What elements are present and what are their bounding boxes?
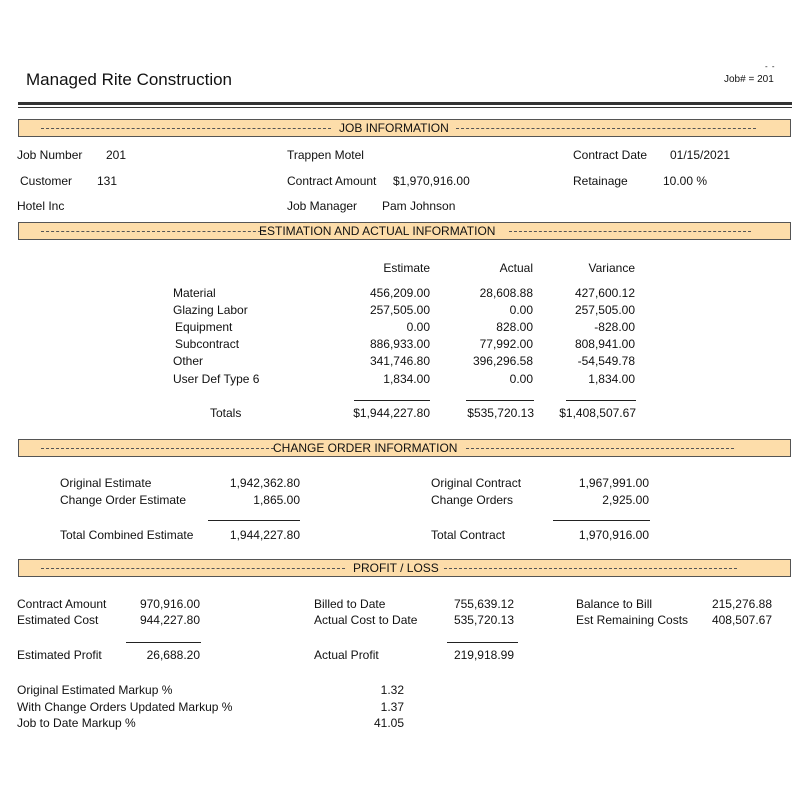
- total-combined-label: Total Combined Estimate: [60, 528, 194, 542]
- job-number-header: Job# = 201: [724, 74, 774, 85]
- pl-billed-label: Billed to Date: [314, 597, 386, 611]
- contract-date-value: 01/15/2021: [670, 148, 731, 162]
- total-actual: $535,720.13: [467, 406, 534, 420]
- row-estimate: 341,746.80: [369, 354, 430, 368]
- section-band-profit-loss: [18, 559, 791, 577]
- contract-date-label: Contract Date: [573, 148, 648, 162]
- retainage-label: Retainage: [573, 174, 628, 188]
- original-estimate-value: 1,942,362.80: [229, 476, 300, 490]
- change-orders-underline: [553, 520, 650, 521]
- pl-actual-profit-value: 219,918.99: [453, 648, 514, 662]
- pl-contract-amount-label: Contract Amount: [17, 597, 107, 611]
- band-dash-left: [41, 231, 266, 232]
- total-contract-label: Total Contract: [431, 528, 506, 542]
- row-label: Material: [173, 286, 216, 300]
- row-estimate: 257,505.00: [369, 303, 430, 317]
- job-manager-value: Pam Johnson: [382, 199, 456, 213]
- total-underline-estimate: [354, 400, 430, 401]
- job-name: Trappen Motel: [287, 148, 364, 162]
- total-underline-variance: [566, 400, 636, 401]
- total-contract-value: 1,970,916.00: [578, 528, 649, 542]
- row-label: Subcontract: [175, 337, 240, 351]
- change-orders-label: Change Orders: [431, 493, 514, 507]
- contract-amount-value: $1,970,916.00: [393, 174, 470, 188]
- retainage-value: 10.00 %: [663, 174, 708, 188]
- total-estimate: $1,944,227.80: [353, 406, 430, 420]
- total-variance: $1,408,507.67: [559, 406, 636, 420]
- row-variance: -54,549.78: [577, 354, 635, 368]
- markup-original-value: 1.32: [380, 683, 404, 697]
- total-combined-value: 1,944,227.80: [229, 528, 300, 542]
- pl-estimated-cost-value: 944,227.80: [139, 613, 200, 627]
- section-title: CHANGE ORDER INFORMATION: [273, 441, 458, 455]
- pl-estimated-profit-label: Estimated Profit: [17, 648, 102, 662]
- row-actual: 77,992.00: [479, 337, 533, 351]
- customer-name: Hotel Inc: [17, 199, 65, 213]
- row-label: Glazing Labor: [173, 303, 248, 317]
- row-variance: 257,505.00: [574, 303, 635, 317]
- row-estimate: 886,933.00: [369, 337, 430, 351]
- section-title: PROFIT / LOSS: [353, 561, 439, 575]
- customer-value: 131: [97, 174, 118, 188]
- section-band-change-order: [18, 439, 791, 457]
- pl-balance-value: 215,276.88: [711, 597, 772, 611]
- band-dash-right: [456, 128, 756, 129]
- section-title: JOB INFORMATION: [339, 121, 449, 135]
- band-dash-right: [444, 568, 737, 569]
- row-actual: 396,296.58: [472, 354, 533, 368]
- pl-actual-profit-label: Actual Profit: [314, 648, 379, 662]
- header-rule-thin: [18, 107, 792, 108]
- pl-est-remaining-label: Est Remaining Costs: [576, 613, 689, 627]
- band-dash-left: [41, 448, 274, 449]
- markup-original-label: Original Estimated Markup %: [17, 683, 173, 697]
- header-marks: - -: [765, 62, 776, 71]
- section-title: ESTIMATION AND ACTUAL INFORMATION: [259, 224, 496, 238]
- markup-with-co-value: 1.37: [380, 700, 404, 714]
- band-dash-right: [466, 448, 734, 449]
- original-estimate-label: Original Estimate: [60, 476, 152, 490]
- col-header-variance: Variance: [588, 261, 635, 275]
- band-dash-left: [41, 568, 345, 569]
- row-variance: -828.00: [594, 320, 635, 334]
- pl-estimated-underline: [126, 642, 201, 643]
- row-estimate: 1,834.00: [383, 372, 430, 386]
- row-label: Other: [173, 354, 204, 368]
- row-variance: 1,834.00: [588, 372, 635, 386]
- row-variance: 808,941.00: [574, 337, 635, 351]
- row-actual: 0.00: [509, 303, 533, 317]
- co-estimate-value: 1,865.00: [253, 493, 300, 507]
- pl-billed-value: 755,639.12: [453, 597, 514, 611]
- co-estimate-underline: [208, 520, 300, 521]
- co-estimate-label: Change Order Estimate: [60, 493, 187, 507]
- row-variance: 427,600.12: [574, 286, 635, 300]
- company-name: Managed Rite Construction: [26, 70, 233, 89]
- original-contract-label: Original Contract: [431, 476, 522, 490]
- original-contract-value: 1,967,991.00: [578, 476, 649, 490]
- job-number-label: Job Number: [17, 148, 83, 162]
- pl-est-remaining-value: 408,507.67: [711, 613, 772, 627]
- contract-amount-label: Contract Amount: [287, 174, 377, 188]
- col-header-estimate: Estimate: [383, 261, 430, 275]
- pl-balance-label: Balance to Bill: [576, 597, 653, 611]
- row-actual: 28,608.88: [479, 286, 533, 300]
- pl-estimated-cost-label: Estimated Cost: [17, 613, 99, 627]
- markup-with-co-label: With Change Orders Updated Markup %: [17, 700, 233, 714]
- markup-jtd-label: Job to Date Markup %: [17, 716, 136, 730]
- job-number-value: 201: [106, 148, 127, 162]
- pl-actual-underline: [447, 642, 518, 643]
- row-label: Equipment: [175, 320, 233, 334]
- pl-actual-cost-label: Actual Cost to Date: [314, 613, 418, 627]
- col-header-actual: Actual: [499, 261, 533, 275]
- totals-label: Totals: [210, 406, 242, 420]
- markup-jtd-value: 41.05: [373, 716, 404, 730]
- section-band-estimation: [18, 222, 791, 240]
- row-actual: 828.00: [496, 320, 533, 334]
- total-underline-actual: [466, 400, 534, 401]
- section-band-job-information: [18, 119, 791, 137]
- change-orders-value: 2,925.00: [602, 493, 649, 507]
- row-estimate: 0.00: [406, 320, 430, 334]
- job-manager-label: Job Manager: [287, 199, 358, 213]
- pl-actual-cost-value: 535,720.13: [453, 613, 514, 627]
- band-dash-left: [41, 128, 331, 129]
- row-estimate: 456,209.00: [369, 286, 430, 300]
- header-rule: [18, 102, 792, 105]
- row-label: User Def Type 6: [173, 372, 260, 386]
- band-dash-right: [509, 231, 751, 232]
- pl-contract-amount-value: 970,916.00: [139, 597, 200, 611]
- row-actual: 0.00: [509, 372, 533, 386]
- customer-label: Customer: [20, 174, 73, 188]
- pl-estimated-profit-value: 26,688.20: [146, 648, 200, 662]
